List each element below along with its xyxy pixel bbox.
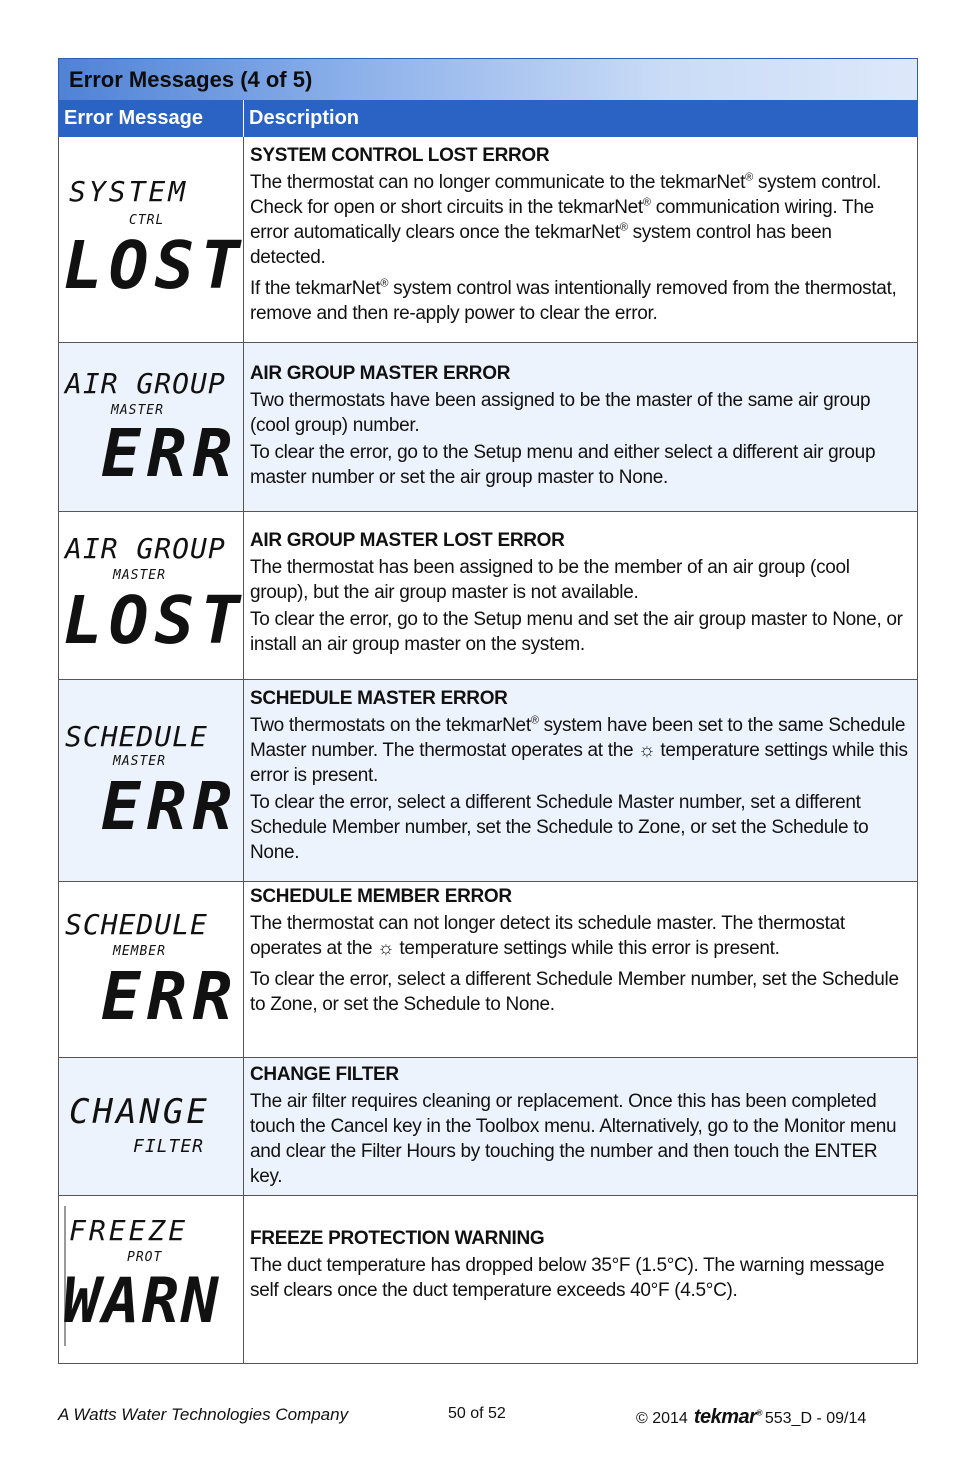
desc-text: temperature settings while this error is present. (394, 938, 780, 959)
desc-text: Two thermostats on the tekmarNet (250, 715, 531, 736)
desc-text: system have been set to the same Schedule Master number. The thermostat operates at the (250, 715, 906, 761)
lcd-display (59, 343, 244, 511)
lcd-sub-text: PROT (127, 1250, 163, 1265)
registered-mark: ® (642, 196, 651, 209)
table-header-row (58, 100, 918, 137)
lcd-display (59, 1196, 244, 1363)
lcd-top-text: CHANGE (69, 1092, 210, 1132)
error-title: SCHEDULE MEMBER ERROR (250, 886, 512, 907)
lcd-top-text: AIR GROUP (65, 532, 226, 565)
description-paragraph: To clear the error, go to the Setup menu and either select a different air group master number or set the air group master to None. (250, 442, 876, 488)
description-paragraph (250, 170, 911, 270)
copyright-text: © 2014 (636, 1410, 688, 1427)
lcd-big-text: ERR (101, 415, 239, 492)
sun-icon: ☼ (638, 740, 656, 761)
description-paragraph (250, 713, 911, 788)
description-paragraph: The duct temperature has dropped below 35°F (1.5°C). The warning message self clears once the duct temperature exceeds 40°F (4.5°C). (250, 1255, 885, 1301)
header-error-message: Error Message (59, 100, 244, 137)
table-title-bar (58, 58, 918, 100)
lcd-big-text: LOST (63, 227, 246, 304)
error-title: AIR GROUP MASTER ERROR (250, 363, 511, 384)
brand-name: tekmar (693, 1406, 757, 1428)
lcd-big-text: LOST (63, 582, 246, 659)
description-paragraph: To clear the error, select a different Schedule Master number, set a different Schedule Member number, set the Schedule to Zone, or set the Schedule to None. (250, 792, 869, 863)
tekmar-logo (694, 1406, 762, 1429)
lcd-big-text: WARN (63, 1264, 221, 1337)
description-paragraph: To clear the error, select a different Schedule Member number, set the Schedule to Zone, or set the Schedule to None. (250, 969, 899, 1015)
error-title: SYSTEM CONTROL LOST ERROR (250, 145, 550, 166)
lcd-top-text: AIR GROUP (65, 367, 226, 400)
footer-page-number: 50 of 52 (448, 1405, 506, 1422)
description-paragraph: The air filter requires cleaning or replacement. Once this has been completed touch the Cancel key in the Toolbox menu. Alternatively, go to the Monitor menu and clear the Filter Hours by touching the number and then touch the ENTER key. (250, 1091, 897, 1187)
lcd-sub-text: CTRL (129, 213, 165, 228)
footer-company: A Watts Water Technologies Company (58, 1405, 349, 1424)
desc-text: If the tekmarNet (250, 278, 381, 299)
table-title: Error Messages (4 of 5) (69, 66, 313, 92)
desc-text: system control was intentionally removed from the thermostat, remove and then re-apply power to clear the error. (250, 278, 897, 324)
registered-mark: ® (530, 714, 539, 727)
lcd-top-text: FREEZE (69, 1214, 189, 1247)
lcd-top-text: SCHEDULE (65, 908, 208, 941)
description-paragraph: The thermostat has been assigned to be the member of an air group (cool group), but the air group master is not available. (250, 557, 850, 603)
desc-text: The thermostat can no longer communicate to the tekmarNet (250, 172, 746, 193)
brand-mark: ® (756, 1408, 762, 1418)
error-title: CHANGE FILTER (250, 1064, 399, 1085)
lcd-sub-text: MEMBER (113, 944, 166, 959)
error-messages-table (58, 58, 918, 1364)
table-row (58, 680, 918, 882)
lcd-big-text: ERR (101, 768, 239, 845)
error-title: SCHEDULE MASTER ERROR (250, 688, 508, 709)
description-cell (244, 343, 917, 511)
lcd-display (59, 680, 244, 881)
lcd-top-text: SYSTEM (69, 175, 189, 208)
table-row (58, 343, 918, 512)
desc-text: temperature settings while this error is present. (250, 740, 908, 786)
desc-text: system control has been detected. (250, 222, 832, 268)
lcd-display (59, 882, 244, 1057)
lcd-big-text: ERR (101, 958, 239, 1035)
error-title: AIR GROUP MASTER LOST ERROR (250, 530, 565, 551)
lcd-sub-text: FILTER (133, 1136, 205, 1157)
table-row (58, 137, 918, 343)
description-paragraph (250, 276, 911, 326)
table-row (58, 512, 918, 680)
desc-text: The thermostat can not longer detect its schedule master. The thermostat operates at the (250, 913, 845, 959)
lcd-display (59, 512, 244, 679)
lcd-display (59, 137, 244, 342)
table-row (58, 882, 918, 1058)
description-cell (244, 882, 917, 1057)
description-cell (244, 680, 917, 881)
description-paragraph: To clear the error, go to the Setup menu and set the air group master to None, or install an air group master on the system. (250, 609, 903, 655)
desc-text: system control. Check for open or short circuits in the tekmarNet (250, 172, 882, 218)
doc-number: 553_D - 09/14 (764, 1410, 867, 1427)
description-cell (244, 1196, 917, 1363)
registered-mark: ® (380, 277, 389, 290)
registered-mark: ® (745, 171, 753, 184)
sun-icon: ☼ (377, 938, 395, 959)
error-title: FREEZE PROTECTION WARNING (250, 1228, 545, 1249)
header-description: Description (249, 107, 360, 129)
description-cell (244, 512, 917, 679)
lcd-sub-text: MASTER (113, 568, 166, 583)
lcd-display (59, 1058, 244, 1195)
description-cell (244, 137, 917, 342)
description-paragraph (250, 911, 911, 961)
desc-text: communication wiring. The error automatically clears once the tekmarNet (250, 197, 874, 243)
description-cell (244, 1058, 917, 1195)
table-row (58, 1196, 918, 1364)
description-paragraph: Two thermostats have been assigned to be the master of the same air group (cool group) number. (250, 390, 871, 436)
lcd-top-text: SCHEDULE (65, 720, 208, 753)
table-row (58, 1058, 918, 1196)
lcd-sub-text: MASTER (111, 403, 164, 418)
footer-copyright (636, 1406, 866, 1429)
registered-mark: ® (619, 221, 628, 234)
lcd-sub-text: MASTER (113, 754, 166, 769)
